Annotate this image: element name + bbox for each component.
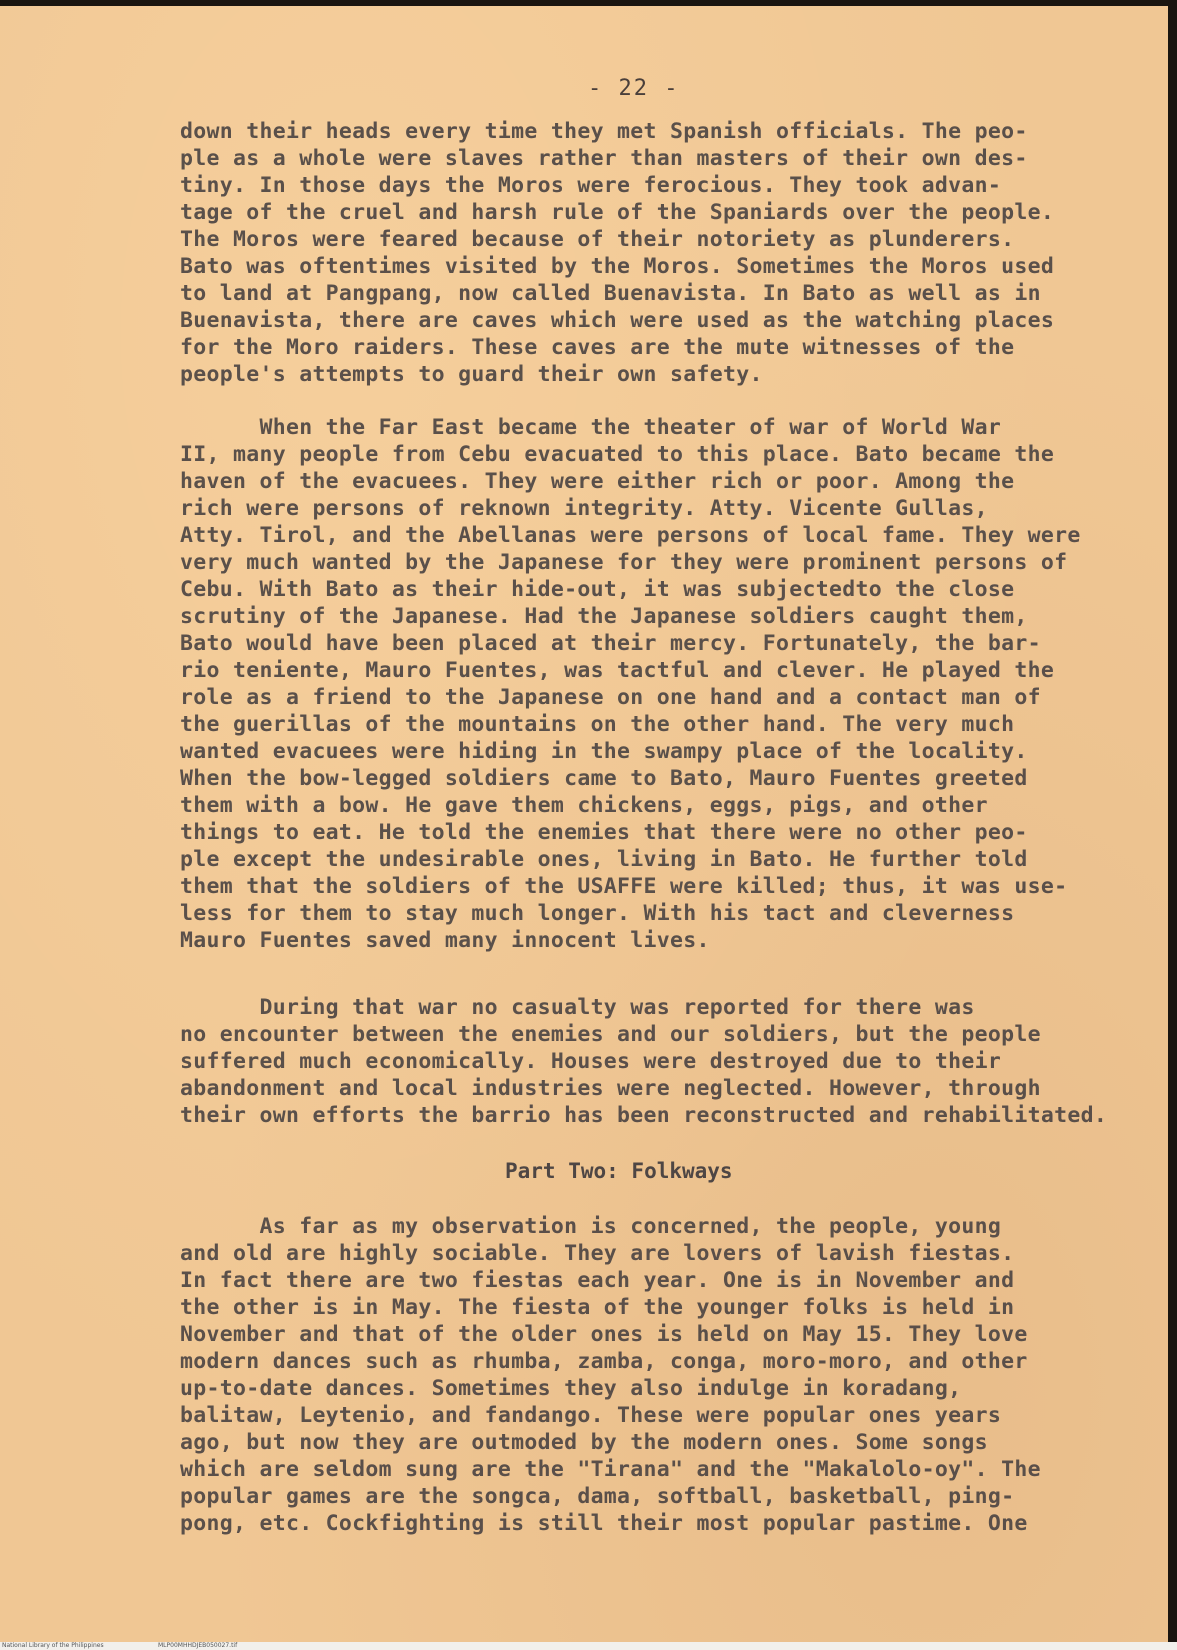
footer-library: National Library of the Philippines [2, 1642, 104, 1649]
text-line: November and that of the older ones is held on May 15. They love [180, 1322, 1028, 1347]
scan-footer [0, 1642, 1177, 1650]
text-line: During that war no casualty was reported for there was [180, 995, 975, 1020]
document-page [0, 6, 1168, 1642]
text-line: ple except the undesirable ones, living in Bato. He further told [180, 847, 1028, 872]
text-line: abandonment and local industries were neglected. However, through [180, 1076, 1041, 1101]
text-line: rio teniente, Mauro Fuentes, was tactful and clever. He played the [180, 658, 1055, 683]
text-line: When the bow-legged soldiers came to Bato, Mauro Fuentes greeted [180, 766, 1028, 791]
text-line: which are seldom sung are the "Tirana" and the "Makalolo-oy". The [180, 1457, 1041, 1482]
text-line: up-to-date dances. Sometimes they also indulge in koradang, [180, 1376, 962, 1401]
text-line: no encounter between the enemies and our soldiers, but the people [180, 1022, 1041, 1047]
text-line: popular games are the songca, dama, softball, basketball, ping- [180, 1484, 1015, 1509]
text-line: scrutiny of the Japanese. Had the Japanese soldiers caught them, [180, 604, 1028, 629]
text-line: things to eat. He told the enemies that there were no other peo- [180, 820, 1028, 845]
text-line: people's attempts to guard their own safety. [180, 362, 763, 387]
text-line: their own efforts the barrio has been reconstructed and rehabilitated. [180, 1103, 1108, 1128]
text-line: ago, but now they are outmoded by the modern ones. Some songs [180, 1430, 988, 1455]
text-line: Bato would have been placed at their mercy. Fortunately, the bar- [180, 631, 1041, 656]
text-line: Buenavista, there are caves which were used as the watching places [180, 308, 1055, 333]
footer-file-id: MLP00MHHDJEB050027.tif [158, 1642, 238, 1649]
text-line: Mauro Fuentes saved many innocent lives. [180, 928, 710, 953]
text-line: Atty. Tirol, and the Abellanas were persons of local fame. They were [180, 523, 1081, 548]
text-line: balitaw, Leytenio, and fandango. These were popular ones years [180, 1403, 1002, 1428]
text-line: The Moros were feared because of their notoriety as plunderers. [180, 227, 1015, 252]
text-line: them with a bow. He gave them chickens, eggs, pigs, and other [180, 793, 988, 818]
section-heading: Part Two: Folkways [505, 1159, 733, 1183]
text-line: to land at Pangpang, now called Buenavista. In Bato as well as in [180, 281, 1041, 306]
text-line: role as a friend to the Japanese on one hand and a contact man of [180, 685, 1041, 710]
page-number: - 22 - [588, 76, 680, 101]
text-line: rich were persons of reknown integrity. Atty. Vicente Gullas, [180, 496, 988, 521]
text-line: tiny. In those days the Moros were ferocious. They took advan- [180, 173, 1002, 198]
text-line: tage of the cruel and harsh rule of the Spaniards over the people. [180, 200, 1055, 225]
text-line: II, many people from Cebu evacuated to this place. Bato became the [180, 442, 1055, 467]
text-line: them that the soldiers of the USAFFE were killed; thus, it was use- [180, 874, 1068, 899]
text-line: ple as a whole were slaves rather than masters of their own des- [180, 146, 1028, 171]
text-line: In fact there are two fiestas each year. One is in November and [180, 1268, 1015, 1293]
text-line: As far as my observation is concerned, the people, young [180, 1214, 1002, 1239]
text-line: wanted evacuees were hiding in the swampy place of the locality. [180, 739, 1028, 764]
text-line: the other is in May. The fiesta of the younger folks is held in [180, 1295, 1015, 1320]
text-line: very much wanted by the Japanese for they were prominent persons of [180, 550, 1068, 575]
text-line: less for them to stay much longer. With his tact and cleverness [180, 901, 1015, 926]
text-line: down their heads every time they met Spanish officials. The peo- [180, 119, 1028, 144]
text-line: and old are highly sociable. They are lovers of lavish fiestas. [180, 1241, 1015, 1266]
text-line: suffered much economically. Houses were destroyed due to their [180, 1049, 1002, 1074]
text-line: haven of the evacuees. They were either rich or poor. Among the [180, 469, 1015, 494]
text-line: Bato was oftentimes visited by the Moros. Sometimes the Moros used [180, 254, 1055, 279]
text-line: pong, etc. Cockfighting is still their most popular pastime. One [180, 1511, 1028, 1536]
text-line: modern dances such as rhumba, zamba, conga, moro-moro, and other [180, 1349, 1028, 1374]
text-line: for the Moro raiders. These caves are the mute witnesses of the [180, 335, 1015, 360]
text-line: Cebu. With Bato as their hide-out, it was subjectedto the close [180, 577, 1015, 602]
text-line: When the Far East became the theater of war of World War [180, 415, 1002, 440]
text-line: the guerillas of the mountains on the other hand. The very much [180, 712, 1015, 737]
